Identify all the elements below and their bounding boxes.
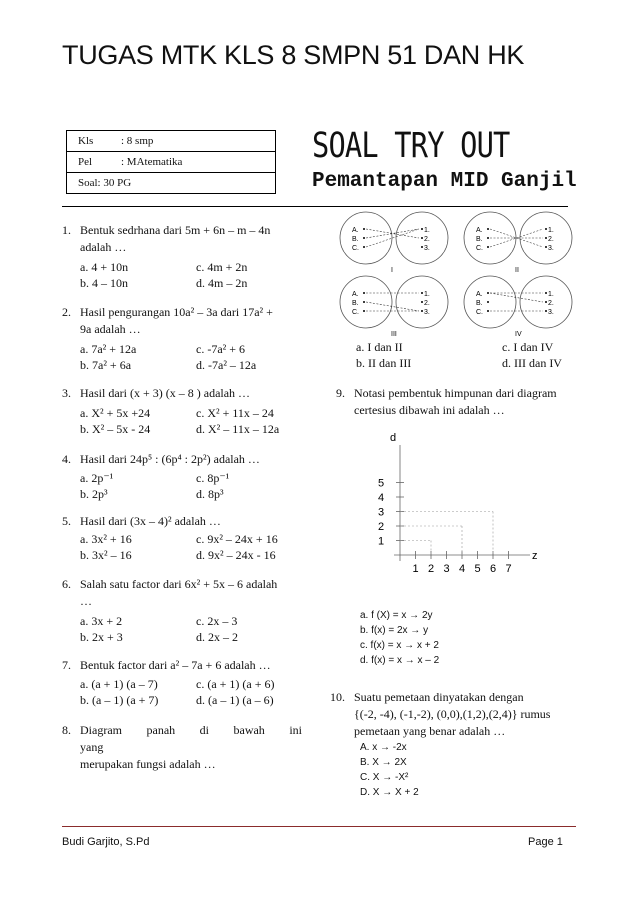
option-b: b. X² – 5x - 24 bbox=[80, 422, 151, 436]
x-tick-label: 5 bbox=[474, 563, 481, 575]
option-a: A. x → -2x bbox=[360, 742, 407, 753]
codomain-label: 1. bbox=[424, 227, 430, 234]
codomain-label: 2. bbox=[548, 236, 554, 243]
question-text-line: adalah … bbox=[80, 240, 127, 254]
codomain-dot bbox=[545, 228, 547, 230]
x-tick-label: 6 bbox=[490, 563, 497, 575]
question-number: 2. bbox=[62, 305, 71, 319]
codomain-dot bbox=[545, 301, 547, 303]
question-text-line: Hasil pengurangan 10a² – 3a dari 17a² + bbox=[80, 305, 273, 319]
codomain-dot bbox=[545, 292, 547, 294]
option-a: a. f (X) = x → 2y bbox=[360, 610, 433, 621]
domain-dot bbox=[487, 301, 489, 303]
option-a: a. 3x² + 16 bbox=[80, 532, 132, 546]
question-5 bbox=[62, 513, 302, 533]
domain-dot bbox=[363, 301, 365, 303]
question-8 bbox=[62, 722, 302, 771]
option-d: D. X → X + 2 bbox=[360, 787, 419, 798]
question-2 bbox=[62, 304, 302, 344]
mapping-arrow bbox=[366, 302, 419, 311]
option-b: b. 3x² – 16 bbox=[80, 548, 132, 562]
x-tick-label: 2 bbox=[428, 563, 435, 575]
option-b: b. 4 – 10n bbox=[80, 276, 128, 290]
cartesian-chart bbox=[340, 425, 560, 585]
arrow-diagrams bbox=[326, 208, 576, 338]
codomain-label: 2. bbox=[424, 236, 430, 243]
codomain-label: 1. bbox=[424, 291, 430, 298]
x-tick-label: 7 bbox=[505, 563, 512, 575]
option-a: a. 4 + 10n bbox=[80, 260, 129, 274]
question-text: Hasil dari (3x – 4)² adalah … bbox=[80, 514, 221, 528]
question-number: 1. bbox=[62, 223, 71, 237]
header-divider bbox=[62, 206, 568, 207]
question-text-line: Salah satu factor dari 6x² + 5x – 6 adalah bbox=[80, 577, 278, 591]
domain-label: B. bbox=[476, 236, 483, 243]
question-6 bbox=[62, 576, 302, 616]
question-text bbox=[80, 722, 302, 773]
domain-label: A. bbox=[352, 291, 359, 298]
option-b: b. 7a² + 6a bbox=[80, 358, 132, 372]
codomain-dot bbox=[545, 237, 547, 239]
domain-dot bbox=[363, 292, 365, 294]
option-c: c. 8p⁻¹ bbox=[196, 471, 230, 485]
codomain-label: 2. bbox=[548, 300, 554, 307]
option-c: c. f(x) = x → x + 2 bbox=[360, 640, 439, 651]
domain-dot bbox=[363, 228, 365, 230]
y-tick-label: 3 bbox=[378, 506, 385, 519]
arrow-diagram-1 bbox=[340, 212, 448, 274]
diagram-label: IV bbox=[515, 331, 522, 338]
question-text bbox=[354, 689, 576, 740]
domain-label: A. bbox=[476, 227, 483, 234]
question-number: 7. bbox=[62, 658, 71, 672]
domain-label: B. bbox=[352, 236, 359, 243]
question-text-line: Bentuk sedrhana dari 5m + 6n – m – 4n bbox=[80, 223, 271, 237]
x-axis-label: z bbox=[532, 550, 538, 562]
question-text-line: certesius dibawah ini adalah … bbox=[354, 403, 505, 417]
option-a: a. 2p⁻¹ bbox=[80, 471, 114, 485]
option-d: d. X² – 11x – 12a bbox=[196, 422, 280, 436]
codomain-dot bbox=[421, 228, 423, 230]
y-tick-label: 2 bbox=[378, 521, 385, 533]
footer-divider bbox=[62, 826, 576, 827]
codomain-dot bbox=[421, 310, 423, 312]
domain-dot bbox=[487, 246, 489, 248]
codomain-dot bbox=[421, 246, 423, 248]
question-number: 8. bbox=[62, 723, 71, 737]
question-text: Hasil dari 24p⁵ : (6p⁴ : 2p²) adalah … bbox=[80, 452, 260, 466]
domain-dot bbox=[363, 310, 365, 312]
info-value: : MAtematika bbox=[121, 156, 183, 168]
question-text-line: 9a adalah … bbox=[80, 322, 141, 336]
info-row-kelas bbox=[67, 131, 275, 152]
question-number: 5. bbox=[62, 514, 71, 528]
question-text: Bentuk factor dari a² – 7a + 6 adalah … bbox=[80, 658, 271, 672]
info-key: Pel bbox=[78, 156, 93, 168]
option-c: c. 2x – 3 bbox=[196, 614, 238, 628]
question-text-line: Diagram panah di bawah ini yang bbox=[80, 723, 302, 754]
question-text-line: merupakan fungsi adalah … bbox=[80, 757, 216, 771]
option-b: B. X → 2X bbox=[360, 757, 407, 768]
domain-label: C. bbox=[476, 309, 483, 316]
option-b: b. 2x + 3 bbox=[80, 630, 123, 644]
y-tick-label: 5 bbox=[378, 477, 385, 490]
arrow-diagram-3 bbox=[340, 276, 448, 338]
codomain-dot bbox=[545, 310, 547, 312]
option-d: d. -7a² – 12a bbox=[196, 358, 257, 372]
y-axis-label: d bbox=[390, 432, 397, 444]
codomain-label: 2. bbox=[424, 300, 430, 307]
question-number: 4. bbox=[62, 452, 71, 466]
option-c: c. -7a² + 6 bbox=[196, 342, 246, 356]
question-text-line: {(-2, -4), (-1,-2), (0,0),(1,2),(2,4)} rumus bbox=[354, 707, 551, 721]
domain-label: B. bbox=[352, 300, 359, 307]
option-c: c. 4m + 2n bbox=[196, 260, 248, 274]
y-tick-label: 4 bbox=[378, 492, 385, 504]
question-number: 10. bbox=[330, 690, 345, 704]
soal-title: SOAL TRY OUT bbox=[312, 126, 510, 166]
option-d: d. 8p³ bbox=[196, 487, 224, 501]
x-tick-label: 1 bbox=[412, 563, 419, 575]
info-value: : 8 smp bbox=[121, 135, 154, 147]
option-a: a. (a + 1) (a – 7) bbox=[80, 677, 158, 691]
codomain-dot bbox=[545, 246, 547, 248]
option-b: b. II dan III bbox=[356, 356, 412, 370]
question-number: 6. bbox=[62, 577, 71, 591]
info-row-soal bbox=[67, 173, 275, 194]
option-d: d. 2x – 2 bbox=[196, 630, 238, 644]
codomain-label: 3. bbox=[424, 245, 430, 252]
domain-label: A. bbox=[476, 291, 483, 298]
question-7 bbox=[62, 657, 302, 677]
option-c: C. X → -X² bbox=[360, 772, 409, 783]
option-d: d. f(x) = x → x – 2 bbox=[360, 655, 440, 666]
info-box bbox=[66, 130, 276, 194]
x-tick-label: 4 bbox=[459, 563, 466, 575]
option-b: b. f(x) = 2x → y bbox=[360, 625, 429, 636]
mapping-arrow bbox=[490, 293, 543, 302]
question-9 bbox=[336, 385, 576, 425]
question-text: Hasil dari (x + 3) (x – 8 ) adalah … bbox=[80, 386, 251, 400]
question-text-line: Notasi pembentuk himpunan dari diagram bbox=[354, 386, 557, 400]
option-b: b. (a – 1) (a + 7) bbox=[80, 693, 159, 707]
domain-dot bbox=[363, 246, 365, 248]
codomain-label: 1. bbox=[548, 291, 554, 298]
domain-label: C. bbox=[476, 245, 483, 252]
diagram-label: II bbox=[515, 267, 519, 274]
soal-subtitle: Pemantapan MID Ganjil bbox=[312, 170, 577, 193]
option-a: a. X² + 5x +24 bbox=[80, 406, 151, 420]
diagram-label: III bbox=[391, 331, 397, 338]
option-c: c. X² + 11x – 24 bbox=[196, 406, 274, 420]
footer-page-number: Page 1 bbox=[528, 836, 563, 848]
domain-dot bbox=[487, 228, 489, 230]
question-text bbox=[80, 576, 302, 610]
info-key: Kls bbox=[78, 135, 94, 147]
option-d: d. III dan IV bbox=[502, 356, 562, 370]
option-b: b. 2p³ bbox=[80, 487, 108, 501]
question-text bbox=[80, 304, 302, 338]
option-d: d. 4m – 2n bbox=[196, 276, 248, 290]
question-10 bbox=[330, 689, 580, 749]
question-3 bbox=[62, 385, 302, 405]
x-tick-label: 3 bbox=[443, 563, 450, 575]
option-a: a. 3x + 2 bbox=[80, 614, 123, 628]
y-tick-label: 1 bbox=[378, 535, 385, 548]
domain-circle bbox=[464, 276, 516, 328]
question-4 bbox=[62, 451, 302, 471]
question-text bbox=[80, 222, 302, 256]
codomain-dot bbox=[421, 237, 423, 239]
codomain-label: 1. bbox=[548, 227, 554, 234]
arrow-diagram-2 bbox=[464, 212, 572, 274]
domain-dot bbox=[487, 292, 489, 294]
domain-label: C. bbox=[352, 245, 359, 252]
domain-label: C. bbox=[352, 309, 359, 316]
option-a: a. 7a² + 12a bbox=[80, 342, 137, 356]
option-d: d. (a – 1) (a – 6) bbox=[196, 693, 274, 707]
option-a: a. I dan II bbox=[356, 340, 403, 354]
info-row-pelajaran bbox=[67, 152, 275, 173]
codomain-label: 3. bbox=[424, 309, 430, 316]
option-c: c. 9x² – 24x + 16 bbox=[196, 532, 278, 546]
diagram-label: I bbox=[391, 267, 393, 274]
option-c: c. I dan IV bbox=[502, 340, 554, 354]
codomain-dot bbox=[421, 292, 423, 294]
info-key: Soal: 30 PG bbox=[78, 177, 132, 189]
domain-dot bbox=[487, 310, 489, 312]
option-d: d. 9x² – 24x - 16 bbox=[196, 548, 276, 562]
arrow-diagram-4 bbox=[464, 276, 572, 338]
question-number: 3. bbox=[62, 386, 71, 400]
domain-label: A. bbox=[352, 227, 359, 234]
question-text bbox=[354, 385, 576, 419]
domain-label: B. bbox=[476, 300, 483, 307]
page-title: TUGAS MTK KLS 8 SMPN 51 DAN HK bbox=[62, 40, 525, 70]
option-c: c. (a + 1) (a + 6) bbox=[196, 677, 275, 691]
question-text-line: … bbox=[80, 594, 92, 608]
question-text-line: pemetaan yang benar adalah … bbox=[354, 724, 506, 738]
question-text-line: Suatu pemetaan dinyatakan dengan bbox=[354, 690, 524, 704]
footer-author: Budi Garjito, S.Pd bbox=[62, 836, 150, 848]
codomain-label: 3. bbox=[548, 309, 554, 316]
mapping-arrow bbox=[366, 229, 419, 247]
codomain-dot bbox=[421, 301, 423, 303]
question-number: 9. bbox=[336, 386, 345, 400]
domain-dot bbox=[487, 237, 489, 239]
codomain-label: 3. bbox=[548, 245, 554, 252]
domain-dot bbox=[363, 237, 365, 239]
